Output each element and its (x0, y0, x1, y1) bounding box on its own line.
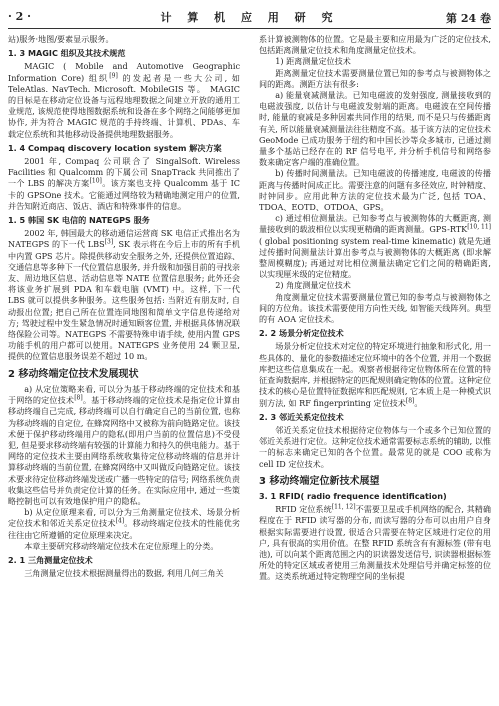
paragraph: b) 传播时间测量法。已知电磁波的传播速度, 电磁波的传播距离与传播时间成正比。需要注意的问题有多径效应, 时钟精度、时钟同步。应用此种方法的定位技术最为广泛, 包括 TOA、TDOA、EOTD、OTDOA、GPS。 (259, 168, 491, 213)
page-number: · 2 · (8, 10, 31, 23)
citation: [8] (74, 394, 83, 402)
citation: [9] (109, 71, 118, 79)
paragraph: RFID 定位系统[11, 12]不需要卫星或手机网络的配合, 其精确程度在于 RFID 读写器的分布, 而读写器的分布可以由用户自身根据实际需要进行设置, 很适合只需要在特定区域进行定位的用户, 具有很高的实用价值。在整 RFID 系统含有有源标签 (带有电池), 可以向某个距离范围之内的识读器发送信号, 识读器根据标签所处的特定区域或者使用三角测量技术处理信号并确定标签的位置。这类系统通过特定物理空间的坐标提 (259, 503, 491, 582)
paragraph: a) 能量衰减测量法。已知电磁波的发射强度, 测量接收到的电磁波强度, 以估计与电磁波发射端的距离。电磁波在空间传播时, 能量的衰减是多种因素共同作用的结果, 而不是只与传播距离有关, 所以能量衰减测量法往往精度不高。基于该方法的定位技术 GeoMode 已成功服务于纽约和中国长沙等众多城市, 已通过测量多个基站已经存在的 RF 信号电平, 并分析手机信号和网络参数来确定客户端的准确位置。 (259, 90, 491, 168)
paragraph: 1) 距离测量定位技术 (275, 56, 351, 67)
paragraph: 邻近关系定位技术根据待定位物体与一个或多个已知位置的邻近关系进行定位。这种定位技术通常需要标志系统的辅助, 以惟一的标志来确定已知的各个位置。最常见的就是 COO 或称为 cell ID 定位技术。 (259, 424, 491, 469)
paragraph: a) 从定位策略来看, 可以分为基于移动终端的定位技术和基于网络的定位技术[8]。基于移动终端的定位技术是指定位计算由移动终端自己完成, 移动终端可以自行确定自己的当前位置, 也称为移动终端的自定位, 在蜂窝网络中又被称为前向链路定位。该技术便于保护移动终端用户的隐私(即用户当前的位置信息)不受侵犯, 但是要求移动终端有较强的计算能力和持久的供电能力。基于网络的定位技术主要由网络系统收集待定位移动终端的信息并计算移动终端的当前位置, 在蜂窝网络中又叫做反向链路定位。该技术要求待定位移动终端发送或广播一些特定的信号; 网络系统负责收集这些信号并负责定位计算的任务。在实际应用中, 通过一些策略控制也可以有效地保护用户的隐私。 (8, 383, 240, 506)
section-heading-3: 3 移动终端定位新技术展望 (259, 475, 380, 487)
section-heading-1-4: 1. 4 Compaq discovery location system 解决方案 (8, 142, 222, 153)
citation: [4] (115, 517, 125, 525)
section-heading-2-1: 2. 1 三角测量定位技术 (8, 554, 93, 565)
paragraph: 站)服务·地图/要素显示服务。 (8, 34, 114, 44)
citation: [8] (405, 396, 415, 404)
paragraph: MAGIC ( Mobile and Automotive Geographic Information Core) 组织[9] 的发起者是一些大公司, 如 TeleAtlas. NavTech. Microsoft. MobileGIS 等。 MAGIC 的目标是在移动定位设备与远程地理数据之间建立开放的通用工业规范, 该规范使得地图数据系统和设备在多个网络之间能够更加协作, 并为符合 MAGIC 规范的手持终端、计算机、PDAs、车载定位系统和其他移动设备提供地理数据服务。 (8, 61, 240, 139)
volume-label: 第 24 卷 (446, 12, 491, 25)
paragraph: 三角测量定位技术根据测量得出的数据, 利用几何三角关 (24, 568, 224, 579)
left-column (8, 34, 240, 579)
section-heading-1-3: 1. 3 MAGIC 组织及其技术规范 (8, 48, 126, 59)
paragraph: 本章主要研究移动终端定位技术在定位原理上的分类。 (24, 540, 219, 551)
section-heading-2-2: 2. 2 场景分析定位技术 (259, 328, 344, 339)
page-header (8, 6, 491, 29)
paragraph: 2) 角度测量定位技术 (275, 280, 351, 291)
section-heading-2: 2 移动终端定位技术发展现状 (8, 368, 139, 380)
citation: [3] (104, 238, 114, 246)
section-heading-3-1: 3. 1 RFID( radio frequence identification) (259, 490, 447, 501)
section-heading-1-5: 1. 5 韩国 SK 电信的 NATEGPS 服务 (8, 215, 150, 226)
paragraph: 角度测量定位技术需要测量位置已知的参考点与被测物体之间的方位角。该技术需要使用方向性天线, 如智能天线阵列。典型的有 AOA 定位技术。 (259, 291, 491, 325)
section-heading-2-3: 2. 3 邻近关系定位技术 (259, 411, 344, 422)
paragraph: 场景分析定位技术对定位的特定环境进行抽象和形式化, 用一些具体的、量化的参数描述定位环境中的各个位置, 并用一个数据库把这些信息集成在一起。观察者根据待定位物体所在位置的特征查询数据库, 并根据特定的匹配规则确定物体的位置。这种定位技术的核心是位置特征数据库和匹配规则, 它本质上是一种模式识别方法, 如 RF fingerprinting 定位技术[8]。 (259, 341, 491, 408)
citation: [11, 12] (331, 503, 356, 511)
paragraph: 2002 年, 韩国最大的移动通信运营商 SK 电信正式推出名为 NATEGPS 的下一代 LBS[3], SK 表示将在今后上市的所有手机中内置 GPS 芯片。除提供移动安全服务之外, 还提供位置追踪、交通信息等多种下一代位置信息服务, 并升级和加强目前的寻找亲友、周边地区信息、活动信息等 NATE 位置信息服务; 此外还会将该业务扩展到 PDA 和车载电脑 (VMT) 中。这样, 下一代 LBS 就可以提供多种服务。这些服务包括: 当附近有朋友时, 自动报出位置; 把自己所在位置连同地图和简单文字信息传递给对方; 驾驶过程中发生紧急情况时通知顾客位置, 并根据具体情况联络保险公司等。NATEGPS 不需要特殊申请手续, 使用内置 GPS 功能手机的用户都可以使用。NATEGPS 业务使用 24 颗卫星, 提供的位置信息服务误差不超过 10 m。 (8, 228, 240, 362)
right-column (259, 34, 491, 583)
paragraph: c) 通过相位测量法。已知参考点与被测物体的大概距离, 测量接收到的载波相位以实现更精确的距离测量。GPS-RTK[10, 11]( global positioning system real-time kinematic) 就是先通过传播时间测量法计算出参考点与被测物体的大概距离 (即求解整周模糊度); 再通过对比相位测量法确定它们之间的精确距离, 以实现厘米级的定位精度。 (259, 213, 492, 280)
citation: [10] (89, 177, 102, 185)
paragraph: 2001 年, Compaq 公司联合了 SingalSoft. Wireless Facilities 和 Qualcomm 的下属公司 SnapTrack 共同推出了一个 LBS 的解决方案[10]。该方案也支持 Qualcomm 基于 IC 卡的 GPSOne 技术。它能通过网络较为精确地测定用户的位置, 并告知附近商店、饭店、酒店和特殊事件的信息。 (8, 156, 240, 211)
journal-title: 计 算 机 应 用 研 究 (160, 11, 339, 24)
paragraph: 距离测量定位技术需要测量位置已知的参考点与被测物体之间的距离。测距方法有很多: (259, 67, 491, 89)
paragraph: 系计算被测物体的位置。它是最主要和应用最为广泛的定位技术, 包括距离测量定位技术和角度测量定位技术。 (259, 34, 491, 56)
citation: [10, 11] (467, 223, 492, 231)
paragraph: b) 从定位原理来看, 可以分为三角测量定位技术、场景分析定位技术和邻近关系定位技术[4]。移动终端定位技术的性能优劣往往由它所遵循的定位原理来决定。 (8, 507, 240, 540)
